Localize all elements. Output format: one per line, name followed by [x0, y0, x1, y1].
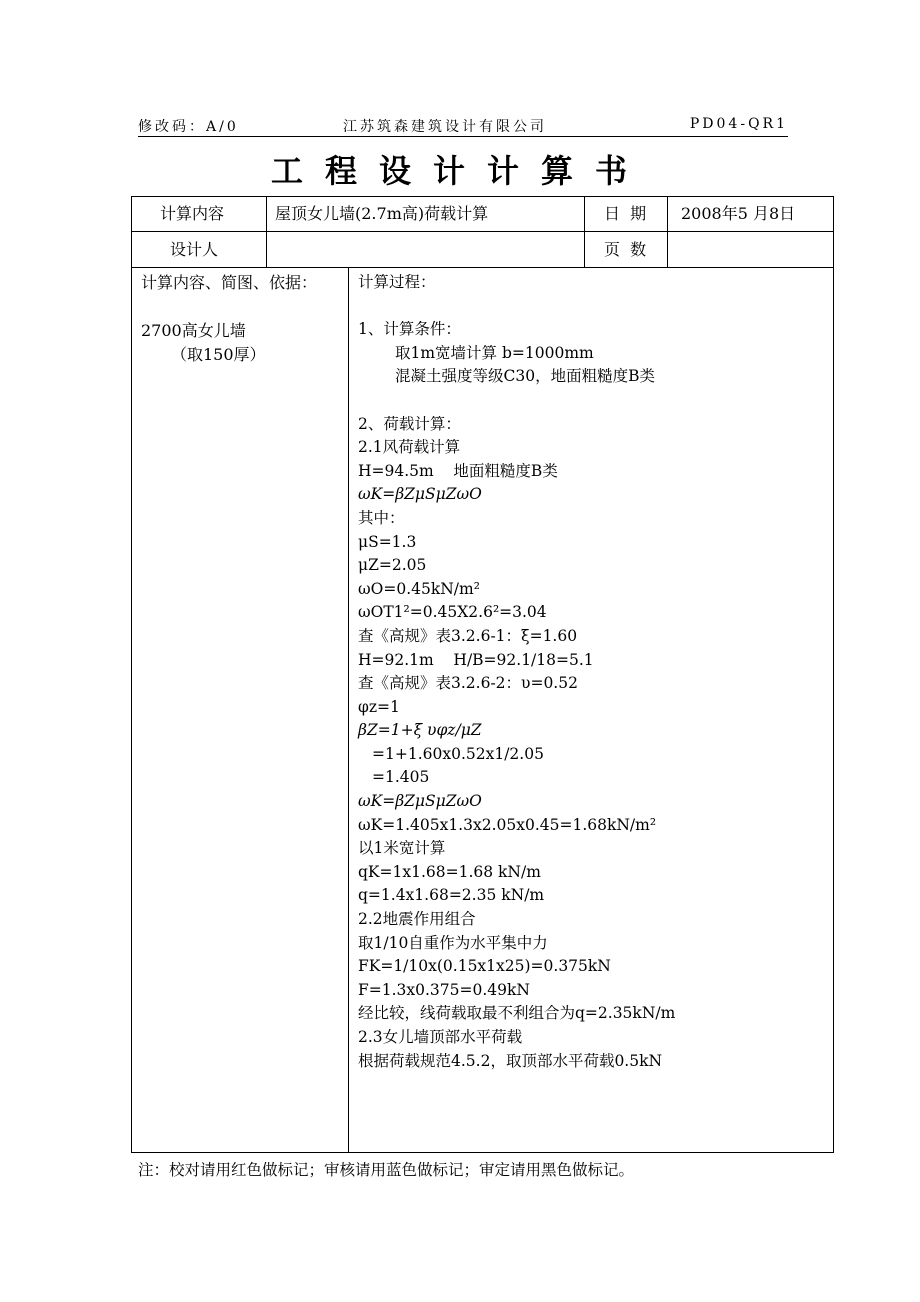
page-title: 工程设计计算书	[270, 152, 649, 190]
process-line: μS=1.3	[358, 532, 417, 551]
process-line: =1+1.60x0.52x1/2.05	[372, 744, 544, 763]
process-line: 2、荷载计算：	[358, 414, 461, 433]
basis-heading: 计算内容、简图、依据：	[141, 273, 318, 292]
process-line: 2.1风荷载计算	[358, 438, 461, 457]
process-line: ωK=βZμSμZωO	[358, 485, 482, 504]
process-line: H=92.1m H/B=92.1/18=5.1	[358, 650, 594, 669]
process-line: 混凝土强度等级C30，地面粗糙度B类	[395, 367, 655, 386]
process-line: 经比较，线荷载取最不利组合为q=2.35kN/m	[358, 1004, 676, 1023]
process-line: qK=1x1.68=1.68 kN/m	[358, 862, 541, 881]
calculation-process	[358, 271, 675, 1073]
company-name: 江苏筑森建筑设计有限公司	[343, 119, 547, 135]
pages-label: 页 数	[604, 240, 647, 259]
process-line: 2.3女儿墙顶部水平荷载	[358, 1028, 523, 1046]
process-line: 取1m宽墙计算 b=1000mm	[395, 343, 594, 362]
process-line: ωOT1²=0.45X2.6²=3.04	[358, 603, 547, 622]
process-line: 查《高规》表3.2.6-2：υ=0.52	[358, 674, 578, 693]
process-heading: 计算过程：	[358, 273, 436, 291]
basis-column	[141, 271, 317, 367]
process-line: 1、计算条件：	[358, 320, 461, 339]
calculation-table	[131, 196, 834, 1153]
process-line: 以1米宽计算	[358, 839, 446, 858]
process-line: q=1.4x1.68=2.35 kN/m	[358, 886, 545, 905]
process-line: 取1/10自重作为水平集中力	[358, 933, 548, 952]
document-header	[138, 116, 788, 137]
process-line: φz=1	[358, 697, 400, 716]
process-line: 其中：	[358, 508, 405, 527]
process-line: 查《高规》表3.2.6-1：ξ=1.60	[358, 626, 578, 645]
process-line: ωK=1.405x1.3x2.05x0.45=1.68kN/m²	[358, 815, 657, 834]
content-label: 计算内容	[160, 204, 225, 223]
revision-code: 修改码：A/0	[138, 119, 239, 135]
process-line: μZ=2.05	[358, 556, 427, 575]
process-line: 2.2地震作用组合	[358, 910, 476, 929]
process-line	[358, 389, 675, 413]
process-line: 根据荷载规范4.5.2，取顶部水平荷载0.5kN	[358, 1051, 663, 1070]
designer-label: 设计人	[170, 240, 219, 259]
process-line: ωO=0.45kN/m²	[358, 579, 480, 598]
basis-wall-height: 2700高女儿墙	[141, 321, 246, 340]
process-line: =1.405	[372, 768, 430, 787]
process-line: FK=1/10x(0.15x1x25)=0.375kN	[358, 957, 611, 976]
basis-wall-thickness: （取150厚）	[171, 345, 266, 364]
process-line	[358, 295, 675, 319]
date-value: 2008年5 月8日	[681, 204, 796, 223]
date-label: 日 期	[604, 204, 647, 223]
process-line: βZ=1+ξ υφz/μZ	[358, 721, 482, 740]
process-line: H=94.5m 地面粗糙度B类	[358, 461, 558, 480]
footer-note: 注：校对请用红色做标记；审核请用蓝色做标记；审定请用黑色做标记。	[138, 1161, 635, 1179]
process-line: ωK=βZμSμZωO	[358, 792, 482, 811]
document-code: PD04-QR1	[689, 116, 788, 132]
content-value: 屋顶女儿墙(2.7m高)荷载计算	[275, 204, 489, 223]
process-line: F=1.3x0.375=0.49kN	[358, 980, 530, 999]
